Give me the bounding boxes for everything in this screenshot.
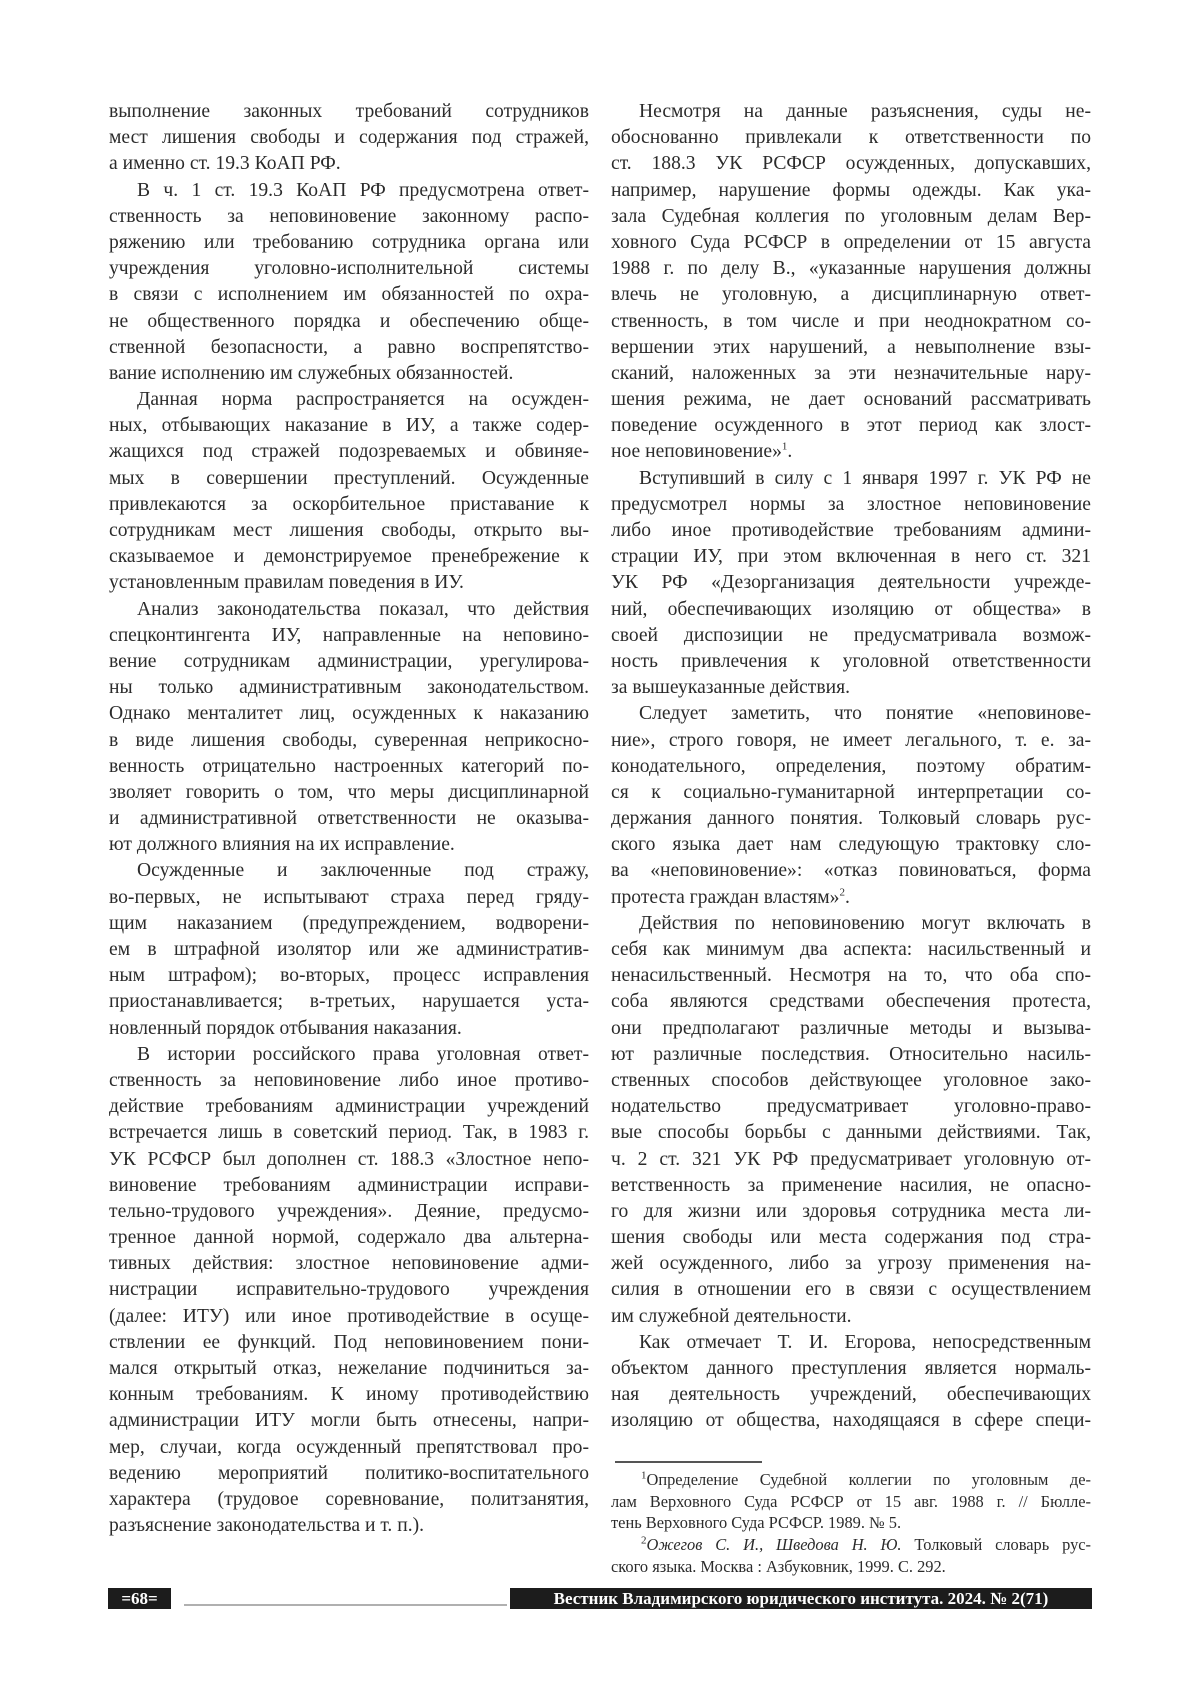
footnote-text: Толковый словарь рус- <box>902 1535 1091 1554</box>
text-line: Данная норма распространяется на осужден- <box>109 387 589 413</box>
text-line: во-первых, не испытывают страха перед гряду- <box>109 885 589 911</box>
text-line: ственность, в том числе и при неоднократном со- <box>611 309 1091 335</box>
journal-title: Вестник Владимирского юридического института. 2024. № 2(71) <box>510 1588 1092 1609</box>
text-line: УК РФ «Дезорганизация деятельности учрежде- <box>611 570 1091 596</box>
text-line: ховного Суда РСФСР в определении от 15 августа <box>611 230 1091 256</box>
text-line: они предполагают различные методы и вызыва- <box>611 1016 1091 1042</box>
text-line: ственных способов действующее уголовное зако- <box>611 1068 1091 1094</box>
footnote <box>611 1469 1091 1534</box>
text-line: ведению мероприятий политико-воспитательного <box>109 1461 589 1487</box>
text-line: ся к социально-гуманитарной интерпретации со- <box>611 780 1091 806</box>
text-column-left <box>109 99 589 1539</box>
footnote-line <box>611 1491 1091 1513</box>
paragraph <box>611 701 1091 911</box>
footnote-ref: 1 <box>782 441 788 453</box>
text-line: ва «неповиновение»: «отказ повиноваться, форма <box>611 858 1091 884</box>
text-line: вые способы борьбы с данными действиями. Так, <box>611 1120 1091 1146</box>
text-line: Анализ законодательства показал, что действия <box>109 597 589 623</box>
text-line: предусмотрел нормы за злостное неповиновение <box>611 492 1091 518</box>
text-line: разъяснение законодательства и т. п.). <box>109 1513 589 1539</box>
text-line: Вступивший в силу с 1 января 1997 г. УК РФ не <box>611 466 1091 492</box>
text-line: сканий, наложенных за эти незначительные нару- <box>611 361 1091 387</box>
text-line: конодательного, определения, поэтому обратим- <box>611 754 1091 780</box>
text-line: ем в штрафной изолятор или же административ- <box>109 937 589 963</box>
text-line: спецконтингента ИУ, направленные на неповино- <box>109 623 589 649</box>
text-line: ют должного влияния на их исправление. <box>109 832 589 858</box>
text-line: ний, обеспечивающих изоляцию от общества» в <box>611 597 1091 623</box>
text-line: щим наказанием (предупреждением, водворени- <box>109 911 589 937</box>
text-line: силия в отношении его в связи с осуществлением <box>611 1277 1091 1303</box>
text-line: 1988 г. по делу В., «указанные нарушения должны <box>611 256 1091 282</box>
text-line: тивных действия: злостное неповиновение адми- <box>109 1251 589 1277</box>
text-line: ние», строго говоря, не имеет легального, т. е. за- <box>611 728 1091 754</box>
text-line: и административной ответственности не оказыва- <box>109 806 589 832</box>
text-line: мер, случаи, когда осужденный препятствовал про- <box>109 1435 589 1461</box>
paragraph <box>611 911 1091 1330</box>
footnote-separator <box>615 1461 762 1463</box>
text-line: выполнение законных требований сотрудников <box>109 99 589 125</box>
footnote-line <box>611 1556 1091 1578</box>
text-column-right <box>611 99 1091 1435</box>
text-line: жащихся под стражей подозреваемых и обвиняе- <box>109 439 589 465</box>
text-line: ч. 2 ст. 321 УК РФ предусматривает уголовную от- <box>611 1147 1091 1173</box>
text-line: а именно ст. 19.3 КоАП РФ. <box>109 151 589 177</box>
text-line: в связи с исполнением им обязанностей по охра- <box>109 282 589 308</box>
text-line: Осужденные и заключенные под стражу, <box>109 858 589 884</box>
text-line: конным требованиям. К иному противодействию <box>109 1382 589 1408</box>
text-line: тренное данной нормой, содержало два альтерна- <box>109 1225 589 1251</box>
text-line: нодательство предусматривает уголовно-право- <box>611 1094 1091 1120</box>
text-line: Несмотря на данные разъяснения, суды не- <box>611 99 1091 125</box>
text-line <box>611 439 1091 465</box>
line-punct: . <box>845 887 850 908</box>
footnote-ref: 2 <box>839 886 845 898</box>
text-line: Как отмечает Т. И. Егорова, непосредственным <box>611 1330 1091 1356</box>
text-line: себя как минимум два аспекта: насильственный и <box>611 937 1091 963</box>
paragraph <box>109 597 589 859</box>
text-line: ствлении ее функций. Под неповиновением пони- <box>109 1330 589 1356</box>
text-line: страции ИУ, при этом включенная в него ст. 321 <box>611 544 1091 570</box>
page-number: =68= <box>108 1588 171 1609</box>
text-line: сказываемое и демонстрируемое пренебрежение к <box>109 544 589 570</box>
text-line: ственность за неповиновение либо иное противо- <box>109 1068 589 1094</box>
text-line: ственность за неповиновение законному распо- <box>109 204 589 230</box>
text-line: ветственность за применение насилия, не опасно- <box>611 1173 1091 1199</box>
text-line: жей осужденного, либо за угрозу применения на- <box>611 1251 1091 1277</box>
text-line: действие требованиям администрации учреждений <box>109 1094 589 1120</box>
text-line: сотрудникам мест лишения свободы, открыто вы- <box>109 518 589 544</box>
text-line: шения режима, не дает оснований рассматривать <box>611 387 1091 413</box>
text-line: мых в совершении преступлений. Осужденные <box>109 466 589 492</box>
text-line: новленный порядок отбывания наказания. <box>109 1016 589 1042</box>
text-line: УК РСФСР был дополнен ст. 188.3 «Злостное непо- <box>109 1147 589 1173</box>
footnote <box>611 1534 1091 1577</box>
text-line: вершении этих нарушений, а невыполнение взы- <box>611 335 1091 361</box>
text-line: либо иное противодействие требованиям админи- <box>611 518 1091 544</box>
text-line: привлекаются за оскорбительное приставание к <box>109 492 589 518</box>
paragraph <box>611 1330 1091 1435</box>
line-punct: . <box>787 441 792 462</box>
text-line: нистрации исправительно-трудового учреждения <box>109 1277 589 1303</box>
text-line: не общественного порядка и обеспечению обще- <box>109 309 589 335</box>
text-line: ского языка дает нам следующую трактовку сло- <box>611 832 1091 858</box>
text-line: учреждения уголовно-исполнительной системы <box>109 256 589 282</box>
text-line: Действия по неповиновению могут включать в <box>611 911 1091 937</box>
text-line: обоснованно привлекали к ответственности по <box>611 125 1091 151</box>
paragraph <box>109 858 589 1041</box>
text-line: вение сотрудникам администрации, урегулирова- <box>109 649 589 675</box>
text-line: вание исполнению им служебных обязанностей. <box>109 361 589 387</box>
text-line: например, нарушение формы одежды. Как ука- <box>611 178 1091 204</box>
footnote-authors: Ожегов С. И., Шведова Н. Ю. <box>647 1535 902 1554</box>
text-line: Следует заметить, что понятие «неповинове- <box>611 701 1091 727</box>
text-line: мест лишения свободы и содержания под стражей, <box>109 125 589 151</box>
footnote-text: лам Верховного Суда РСФСР от 15 авг. 1988 г. // Бюлле- <box>611 1492 1091 1511</box>
text-line: ст. 188.3 УК РСФСР осужденных, допускавших, <box>611 151 1091 177</box>
text-line: (далее: ИТУ) или иное противодействие в осуще- <box>109 1304 589 1330</box>
line-text: протеста граждан властям» <box>611 887 839 908</box>
text-line: ных, отбывающих наказание в ИУ, а также содер- <box>109 413 589 439</box>
footnote-line <box>611 1534 1091 1556</box>
text-line: виновение требованиям администрации исправи- <box>109 1173 589 1199</box>
footnote-text: ского языка. Москва : Азбуковник, 1999. С. 292. <box>611 1557 946 1576</box>
footnote-text: тень Верховного Суда РСФСР. 1989. № 5. <box>611 1513 901 1532</box>
footnote-line <box>611 1512 1091 1534</box>
text-line: го для жизни или здоровья сотрудника места ли- <box>611 1199 1091 1225</box>
footnote-number: 1 <box>641 1470 647 1482</box>
text-line: ют различные последствия. Относительно насиль- <box>611 1042 1091 1068</box>
paragraph <box>109 178 589 388</box>
text-line: ная деятельность учреждений, обеспечивающих <box>611 1382 1091 1408</box>
text-line: влечь не уголовную, а дисциплинарную ответ- <box>611 282 1091 308</box>
text-line: ненасильственный. Несмотря на то, что оба спо- <box>611 963 1091 989</box>
paragraph <box>109 1042 589 1540</box>
text-line: поведение осужденного в этот период как злост- <box>611 413 1091 439</box>
text-line: соба являются средствами обеспечения протеста, <box>611 989 1091 1015</box>
text-line: Однако менталитет лиц, осужденных к наказанию <box>109 701 589 727</box>
footnote-line <box>611 1469 1091 1491</box>
paragraph <box>109 387 589 597</box>
paragraph <box>611 99 1091 466</box>
text-line: ряжению или требованию сотрудника органа или <box>109 230 589 256</box>
paragraph <box>109 99 589 178</box>
text-line: администрации ИТУ могли быть отнесены, напри- <box>109 1408 589 1434</box>
text-line: им служебной деятельности. <box>611 1304 1091 1330</box>
text-line: мался открытый отказ, нежелание подчиниться за- <box>109 1356 589 1382</box>
text-line: встречается лишь в советский период. Так, в 1983 г. <box>109 1120 589 1146</box>
text-line: зала Судебная коллегия по уголовным делам Вер- <box>611 204 1091 230</box>
text-line: В истории российского права уголовная ответ- <box>109 1042 589 1068</box>
text-line: В ч. 1 ст. 19.3 КоАП РФ предусмотрена ответ- <box>109 178 589 204</box>
text-line: характера (трудовое соревнование, политзанятия, <box>109 1487 589 1513</box>
text-line: своей диспозиции не предусматривала возмож- <box>611 623 1091 649</box>
text-line: установленным правилам поведения в ИУ. <box>109 570 589 596</box>
text-line: зволяет говорить о том, что меры дисциплинарной <box>109 780 589 806</box>
text-line: ны только административным законодательством. <box>109 675 589 701</box>
text-line: в виде лишения свободы, суверенная неприкосно- <box>109 728 589 754</box>
text-line: ность привлечения к уголовной ответственности <box>611 649 1091 675</box>
text-line: приостанавливается; в-третьих, нарушается уста- <box>109 989 589 1015</box>
text-line: шения свободы или места содержания под стра- <box>611 1225 1091 1251</box>
text-line: объектом данного преступления является нормаль- <box>611 1356 1091 1382</box>
text-line: изоляцию от общества, находящаяся в сфере специ- <box>611 1408 1091 1434</box>
text-line: венность отрицательно настроенных категорий по- <box>109 754 589 780</box>
footer-rule <box>184 1604 507 1606</box>
text-line: за вышеуказанные действия. <box>611 675 1091 701</box>
text-line <box>611 885 1091 911</box>
text-line: держания данного понятия. Толковый словарь рус- <box>611 806 1091 832</box>
text-line: ным штрафом); во-вторых, процесс исправления <box>109 963 589 989</box>
footnote-text: Определение Судебной коллегии по уголовным де- <box>647 1470 1092 1489</box>
text-line: ственной безопасности, а равно воспрепятство- <box>109 335 589 361</box>
line-text: ное неповиновение» <box>611 441 782 462</box>
footnotes <box>611 1469 1091 1577</box>
footnote-number: 2 <box>641 1535 647 1547</box>
paragraph <box>611 466 1091 702</box>
text-line: тельно-трудового учреждения». Деяние, предусмо- <box>109 1199 589 1225</box>
